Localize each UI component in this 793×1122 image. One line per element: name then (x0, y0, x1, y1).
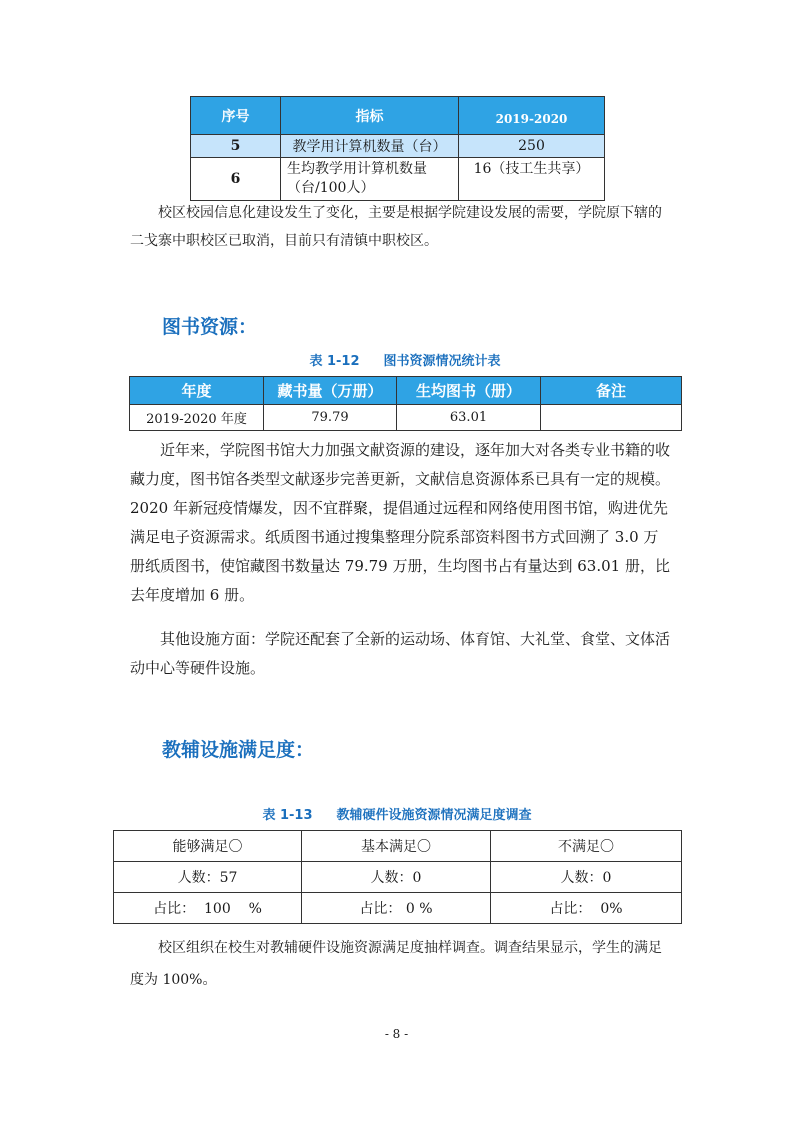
header-collection: 藏书量（万册） (264, 377, 397, 405)
table-row (114, 862, 682, 893)
header-no: 序号 (191, 97, 281, 135)
ratio-value: 0% (600, 901, 623, 917)
header-per-student: 生均图书（册） (397, 377, 541, 405)
caption-number: 表 1-13 (262, 808, 313, 823)
ratio-cell (491, 893, 682, 924)
table-row (114, 831, 682, 862)
ratio-label: 占比： (359, 901, 402, 917)
header-note: 备注 (541, 377, 682, 405)
row-value: 250 (459, 135, 605, 158)
satisfaction-table-caption (113, 804, 681, 823)
caption-title: 教辅硬件设施资源情况满足度调查 (336, 808, 532, 823)
header-year: 年度 (130, 377, 264, 405)
caption-number: 表 1-12 (309, 354, 360, 369)
caption-title: 图书资源情况统计表 (383, 354, 501, 369)
computer-stats-table (190, 96, 605, 201)
count-cell: 人数：0 (491, 862, 682, 893)
row-note (541, 405, 682, 431)
header-indicator: 指标 (281, 97, 459, 135)
facilities-paragraph: 其他设施方面：学院还配套了全新的运动场、体育馆、大礼堂、食堂、文体活动中心等硬件设施。 (130, 630, 671, 677)
row-collection: 79.79 (264, 405, 397, 431)
row-no: 5 (191, 135, 281, 158)
ratio-value: 0 % (405, 901, 433, 917)
row-indicator: 生均教学用计算机数量（台/100人） (281, 158, 459, 201)
option-cell: 能够满足〇 (114, 831, 302, 862)
table-header-row (130, 377, 682, 405)
table-row (130, 405, 682, 431)
count-cell: 人数：57 (114, 862, 302, 893)
ratio-cell (302, 893, 491, 924)
header-year: 2019-2020 (459, 97, 605, 135)
table-row (191, 158, 605, 201)
ratio-unit: % (248, 901, 262, 917)
row-indicator: 教学用计算机数量（台） (281, 135, 459, 158)
library-section-title: 图书资源： (162, 316, 258, 338)
row-no: 6 (191, 158, 281, 201)
ratio-label: 占比： (153, 901, 196, 917)
library-table-caption (129, 350, 681, 369)
library-paragraph: 近年来，学院图书馆大力加强文献资源的建设，逐年加大对各类专业书籍的收藏力度，图书馆各类型文献逐步完善更新，文献信息资源体系已具有一定的规模。2020 年新冠疫情爆发，因不宜群聚，提倡通过远程和网络使用图书馆，购进优先满足电子资源需求。纸质图书通过搜集整理分院系部资料图书方式回溯了 3.0 万册纸质图书，使馆藏图书数量达 79.79 万册，生均图书占有量达到 63.01 册，比去年度增加 6 册。 (130, 441, 671, 604)
library-table (129, 376, 682, 431)
satisfaction-table (113, 830, 682, 924)
row-year: 2019-2020 年度 (130, 405, 264, 431)
survey-paragraph: 校区组织在校生对教辅硬件设施资源满足度抽样调查。调查结果显示，学生的满足度为 100%。 (130, 940, 662, 988)
campus-paragraph: 校区校园信息化建设发生了变化，主要是根据学院建设发展的需要，学院原下辖的二戈寨中职校区已取消，目前只有清镇中职校区。 (130, 205, 662, 249)
page-number: - 8 - (384, 1027, 409, 1041)
table-row (114, 893, 682, 924)
table-row (191, 135, 605, 158)
ratio-value: 100 (204, 901, 231, 917)
option-cell: 不满足〇 (491, 831, 682, 862)
row-per-student: 63.01 (397, 405, 541, 431)
row-value: 16（技工生共享） (459, 158, 605, 201)
ratio-label: 占比： (549, 901, 592, 917)
option-cell: 基本满足〇 (302, 831, 491, 862)
satisfaction-section-title: 教辅设施满足度： (162, 739, 315, 761)
count-cell: 人数：0 (302, 862, 491, 893)
table-header-row (191, 97, 605, 135)
ratio-cell (114, 893, 302, 924)
